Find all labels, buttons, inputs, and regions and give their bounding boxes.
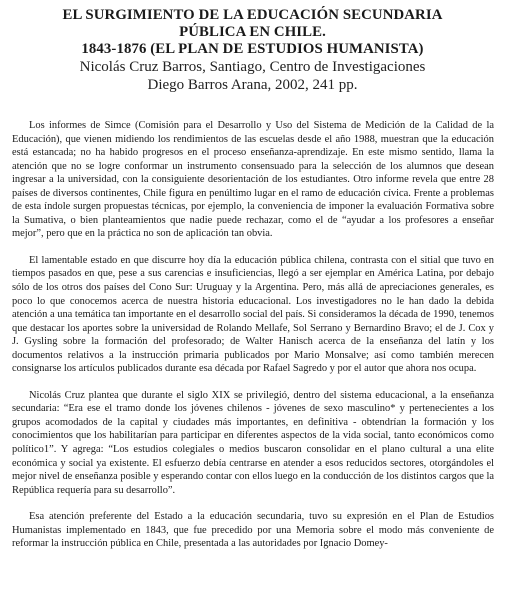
- book-title-line-3: 1843-1876 (EL PLAN DE ESTUDIOS HUMANISTA): [81, 41, 424, 57]
- book-title-line-1: EL SURGIMIENTO DE LA EDUCACIÓN SECUNDARIA: [62, 7, 443, 23]
- book-author-line-2: Diego Barros Arana, 2002, 241 pp.: [147, 77, 358, 93]
- review-body: [12, 119, 494, 551]
- paragraph-1: Los informes de Simce (Comisión para el Desarrollo y Uso del Sistema de Medición de la Calidad de la Educación), que vienen midiendo los rendimientos de las escuelas desde el año 1988, muestran que la educación está estancada; no ha habido progresos en el proceso enseñanza-aprendizaje. En este mismo sentido, llama la atención que no se logre conformar un instrumento consensuado para la selección de los alumnos que desean ingresar a la universidad, con la consiguiente desorientación de los estudiantes. Otro informe revela que entre 28 países de diversos continentes, Chile figura en penúltimo lugar en el ramo de educación cívica. Frente a problemas de esta índole surgen propuestas técnicas, por ejemplo, la conveniencia de imponer la evaluación Formativa sobre la Sumativa, o bien planteamientos que nadie puede rechazar, como el de “ayudar a los profesores a enseñar mejor”, pero que en la práctica no son de aplicación tan obvia.: [12, 120, 494, 240]
- paragraph-2: El lamentable estado en que discurre hoy día la educación pública chilena, contrasta con el sitial que tuvo en tiempos pasados en que, pese a sus carencias e insuficiencias, llegó a ser ejemplar en América Latina, por debajo sólo de los otros dos países del Cono Sur: Uruguay y la Argentina. Pero, más allá de apreciaciones generales, es poco lo que conocemos acerca de nuestra historia educacional. Los investigadores no le han dado la debida atención a una temática tan importante en el desarrollo social del país. Si consideramos la década de 1990, tenemos que destacar los aportes sobre la universidad de Rolando Mellafe, Sol Serrano y Bernardino Bravo; el de J. Cox y J. Gysling sobre la formación del profesorado; de Walter Hanisch acerca de la enseñanza del latín y los documentos relativos a la instrucción primaria publicados por Mario Monsalve; así como también merecen consignarse los artículos publicados durante esa década por Rafael Sagredo y por el autor que ahora nos ocupa.: [12, 254, 494, 375]
- paragraph-4: Esa atención preferente del Estado a la educación secundaria, tuvo su expresión en el Plan de Estudios Humanistas implementado en 1843, que fue precedido por una Memoria sobre el modo más conveniente de reformar la instrucción pública en Chile, presentada a las autoridades por Ignacio Domey-: [12, 511, 494, 550]
- review-heading: [0, 7, 505, 94]
- book-author-line-1: Nicolás Cruz Barros, Santiago, Centro de Investigaciones: [79, 59, 426, 75]
- paragraph-3: Nicolás Cruz plantea que durante el siglo XIX se privilegió, dentro del sistema educacional, a la enseñanza secundaria: “Era ese el tramo donde los jóvenes chilenos - jóvenes de sexo masculino* y pertenecientes a los grupos acomodados de la capital y ciudades más importantes, en definitiva - obtendrían la formación y los conocimientos que los habilitarían para participar en diferentes aspectos de la vida social, tanto económicos como político1”. Y agrega: “Los estudios colegiales o medios buscaron consolidar en el plano cultural a una elite económica y social ya existente. El esfuerzo debía centrarse en atender a esos reducidos sectores, otorgándoles el mejor nivel de enseñanza posible y esperando contar con ellos luego en la conducción de los distintos cargos que la República requería para su desarrollo”.: [12, 389, 494, 496]
- book-title-line-2: PÚBLICA EN CHILE.: [179, 24, 326, 40]
